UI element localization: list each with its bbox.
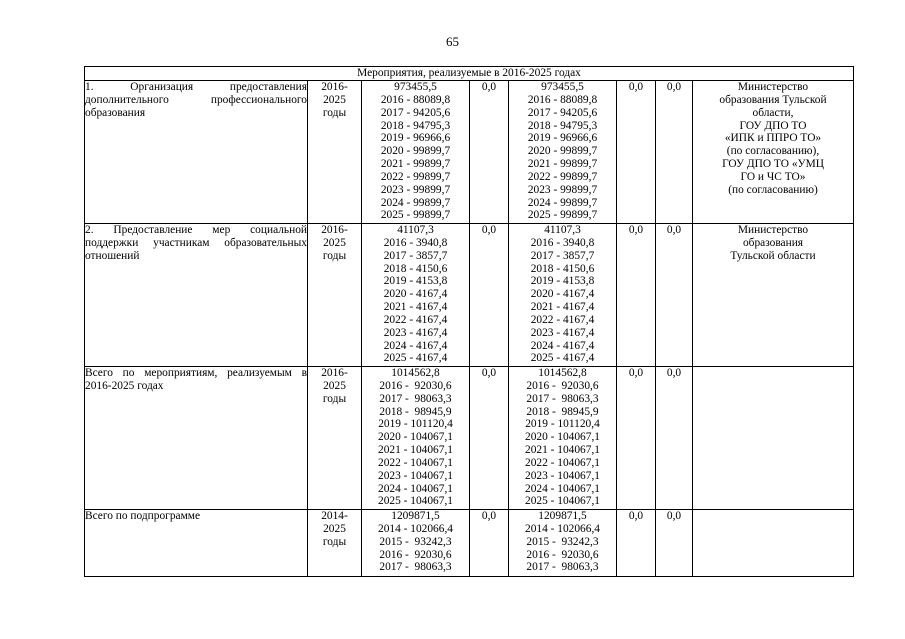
value-line: 2024 - 4167,4 [530,339,595,352]
executor-line: ГОУ ДПО ТО «УМЦ [722,158,824,171]
row-col-d: 0,0 [617,224,656,367]
row-years [308,510,362,577]
value-line: 2025 - 104067,1 [525,495,600,508]
table-header: Мероприятия, реализуемые в 2016-2025 годах [85,67,854,81]
row-col-a [362,224,470,367]
row-col-e: 0,0 [656,510,693,577]
value-line: 2025 - 99899,7 [527,209,598,222]
value-line: 2020 - 104067,1 [378,431,453,444]
table-row [85,224,854,367]
value-line: 41107,3 [397,224,434,236]
years-line: 2016- [321,81,348,93]
row-col-d: 0,0 [617,367,656,510]
value-line: 2025 - 4167,4 [383,352,448,365]
executor-line: Тульской области [730,249,816,262]
value-line: 2015 - 93242,3 [379,535,452,548]
value-line: 2019 - 4153,8 [383,275,448,288]
value-line: 41107,3 [544,224,581,236]
row-executor [693,510,854,577]
value-line: 2016 - 92030,6 [526,379,599,392]
value-line: 2014 - 102066,4 [378,522,453,535]
value-line: 2024 - 99899,7 [527,196,598,209]
executor-line: образования Тульской [719,93,827,106]
value-line: 2024 - 104067,1 [525,482,600,495]
value-line: 2018 - 98945,9 [379,405,452,418]
row-col-c [509,81,617,224]
row-name: 2. Предоставление мер социальной поддержки участникам образовательных отношений [85,224,308,367]
value-line: 2020 - 99899,7 [380,145,451,158]
row-executor [693,224,854,367]
value-line: 2017 - 98063,3 [379,392,452,405]
value-line: 2017 - 98063,3 [379,561,452,574]
value-line: 2021 - 104067,1 [525,444,600,457]
value-line: 2016 - 3940,8 [530,236,595,249]
value-line: 2015 - 93242,3 [526,535,599,548]
page-number: 65 [446,34,459,49]
value-line: 2017 - 94205,6 [527,106,598,119]
executor-line: образования [742,236,804,249]
row-col-d: 0,0 [617,510,656,577]
executor-line: ГОУ ДПО ТО [739,119,807,132]
row-col-a [362,510,470,577]
value-line: 973455,5 [394,81,437,93]
table-header-row [85,67,854,81]
value-line: 2022 - 99899,7 [380,170,451,183]
value-line: 2018 - 94795,3 [380,119,451,132]
value-line: 2023 - 4167,4 [530,326,595,339]
years-line: 2025 [323,93,346,106]
value-line: 1014562,8 [391,367,440,379]
value-line: 2019 - 96966,6 [380,132,451,145]
value-line: 2018 - 94795,3 [527,119,598,132]
row-col-e: 0,0 [656,367,693,510]
row-col-c [509,510,617,577]
row-col-e: 0,0 [656,224,693,367]
row-col-b: 0,0 [470,81,509,224]
years-line: годы [322,106,347,119]
value-line: 2020 - 4167,4 [530,288,595,301]
value-line: 2022 - 99899,7 [527,170,598,183]
row-name: Всего по подпрограмме [85,510,308,577]
value-line: 2017 - 98063,3 [526,561,599,574]
value-line: 2025 - 4167,4 [530,352,595,365]
executor-line: Министерство [737,81,809,93]
value-line: 973455,5 [541,81,584,93]
row-years [308,81,362,224]
years-line: 2025 [323,379,346,392]
value-line: 2022 - 104067,1 [378,456,453,469]
value-line: 2017 - 94205,6 [380,106,451,119]
value-line: 2021 - 104067,1 [378,444,453,457]
row-executor [693,367,854,510]
years-line: 2014- [321,510,348,522]
executor-line: (по согласованию) [728,183,818,196]
value-line: 2023 - 99899,7 [380,183,451,196]
value-line: 2019 - 4153,8 [530,275,595,288]
value-line: 2020 - 99899,7 [527,145,598,158]
value-line: 2025 - 99899,7 [380,209,451,222]
row-col-a [362,81,470,224]
table-row [85,81,854,224]
row-name: Всего по мероприятиям, реализуемым в 2016-2025 годах [85,367,308,510]
years-line: 2025 [323,236,346,249]
value-line: 2025 - 104067,1 [378,495,453,508]
row-col-b: 0,0 [470,510,509,577]
value-line: 2018 - 98945,9 [526,405,599,418]
value-line: 2020 - 104067,1 [525,431,600,444]
years-line: 2016- [321,367,348,379]
years-line: 2016- [321,224,348,236]
value-line: 2022 - 104067,1 [525,456,600,469]
value-line: 2019 - 96966,6 [527,132,598,145]
value-line: 2023 - 4167,4 [383,326,448,339]
value-line: 2023 - 99899,7 [527,183,598,196]
value-line: 2016 - 88089,8 [380,93,451,106]
years-line: годы [322,249,347,262]
value-line: 2021 - 99899,7 [380,158,451,171]
value-line: 2016 - 92030,6 [526,548,599,561]
table-row [85,510,854,577]
executor-line: (по согласованию), [726,145,820,158]
row-col-e: 0,0 [656,81,693,224]
row-years [308,224,362,367]
row-years [308,367,362,510]
value-line: 2024 - 99899,7 [380,196,451,209]
measures-table [84,66,854,577]
value-line: 2024 - 4167,4 [383,339,448,352]
value-line: 1209871,5 [391,510,440,522]
value-line: 2017 - 3857,7 [530,249,595,262]
value-line: 2017 - 3857,7 [383,249,448,262]
row-col-b: 0,0 [470,224,509,367]
value-line: 1014562,8 [538,367,587,379]
row-name: 1. Организация предоставления дополнительного профессионального образования [85,81,308,224]
years-line: годы [322,535,347,548]
value-line: 2021 - 99899,7 [527,158,598,171]
row-col-c [509,224,617,367]
years-line: 2025 [323,522,346,535]
value-line: 2022 - 4167,4 [530,313,595,326]
row-col-a [362,367,470,510]
row-col-d: 0,0 [617,81,656,224]
value-line: 2021 - 4167,4 [383,301,448,314]
value-line: 2016 - 92030,6 [379,548,452,561]
value-line: 2018 - 4150,6 [383,262,448,275]
value-line: 2016 - 92030,6 [379,379,452,392]
value-line: 2019 - 101120,4 [525,418,600,431]
value-line: 2020 - 4167,4 [383,288,448,301]
value-line: 2016 - 88089,8 [527,93,598,106]
value-line: 2014 - 102066,4 [525,522,600,535]
executor-line: «ИПК и ППРО ТО» [724,132,822,145]
years-line: годы [322,392,347,405]
value-line: 1209871,5 [538,510,587,522]
value-line: 2016 - 3940,8 [383,236,448,249]
value-line: 2022 - 4167,4 [383,313,448,326]
executor-line: ГО и ЧС ТО» [740,170,806,183]
value-line: 2017 - 98063,3 [526,392,599,405]
value-line: 2023 - 104067,1 [378,469,453,482]
executor-line: Министерство [737,224,809,236]
row-executor [693,81,854,224]
table-row [85,367,854,510]
value-line: 2021 - 4167,4 [530,301,595,314]
value-line: 2024 - 104067,1 [378,482,453,495]
value-line: 2023 - 104067,1 [525,469,600,482]
value-line: 2019 - 101120,4 [378,418,453,431]
executor-line: области, [752,106,794,119]
row-col-c [509,367,617,510]
row-col-b: 0,0 [470,367,509,510]
value-line: 2018 - 4150,6 [530,262,595,275]
